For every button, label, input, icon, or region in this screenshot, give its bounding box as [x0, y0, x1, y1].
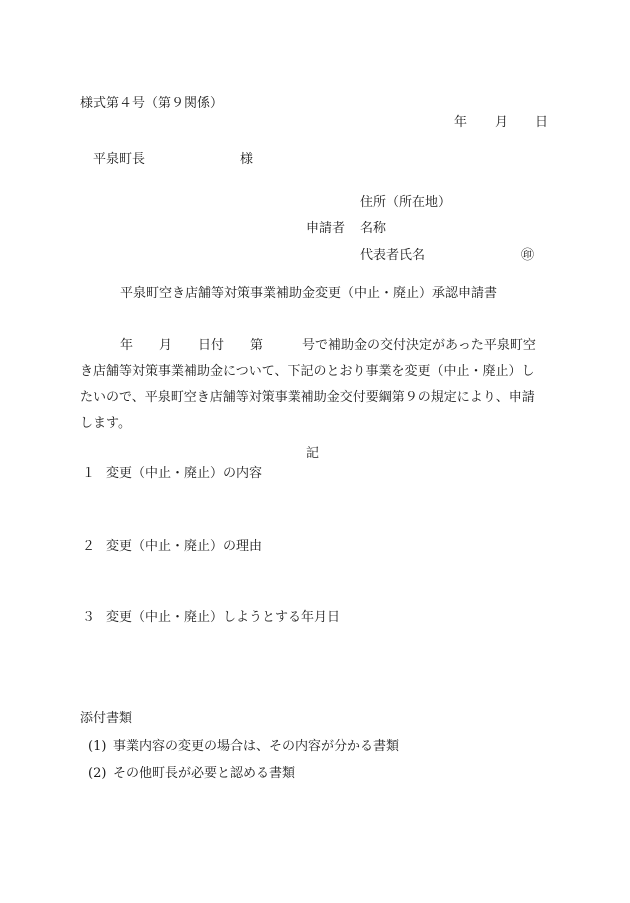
attachment-text: 事業内容の変更の場合は、その内容が分かる書類	[113, 739, 400, 754]
date-day: 日	[535, 115, 549, 130]
item-number: １	[82, 466, 96, 481]
item-text: 変更（中止・廃止）の理由	[106, 539, 263, 554]
seal-icon: ㊞	[521, 248, 535, 263]
applicant-label: 申請者	[306, 221, 346, 236]
item-text: 変更（中止・廃止）しようとする年月日	[106, 610, 341, 625]
date-month: 月	[495, 115, 509, 130]
attachments-heading: 添付書類	[80, 711, 133, 726]
addressee-honorific: 様	[240, 152, 254, 167]
attachment-number: (1)	[88, 739, 107, 754]
body-line-2: き店舗等対策事業補助金について、下記のとおり事業を変更（中止・廃止）し	[80, 364, 535, 379]
attachment-text: その他町長が必要と認める書類	[113, 766, 296, 781]
applicant-representative-label: 代表者氏名	[360, 248, 426, 263]
document-title: 平泉町空き店舗等対策事業補助金変更（中止・廃止）承認申請書	[120, 286, 498, 301]
item-number: ２	[82, 539, 96, 554]
applicant-address-label: 住所（所在地）	[360, 195, 452, 210]
attachment-number: (2)	[88, 766, 107, 781]
body-paragraph	[80, 333, 550, 437]
applicant-name-label: 名称	[360, 221, 387, 236]
addressee-name: 平泉町長	[93, 152, 146, 167]
body-line-4: します。	[80, 416, 131, 431]
date-year: 年	[454, 115, 468, 130]
item-text: 変更（中止・廃止）の内容	[106, 466, 263, 481]
item-number: ３	[82, 610, 96, 625]
ki-marker: 記	[306, 446, 320, 461]
body-line-3: たいので、平泉町空き店舗等対策事業補助金交付要綱第９の規定により、申請	[80, 390, 535, 405]
body-line-1: 年 月 日付 第 号で補助金の交付決定があった平泉町空	[120, 338, 536, 353]
form-number: 様式第４号（第９関係）	[80, 96, 224, 111]
